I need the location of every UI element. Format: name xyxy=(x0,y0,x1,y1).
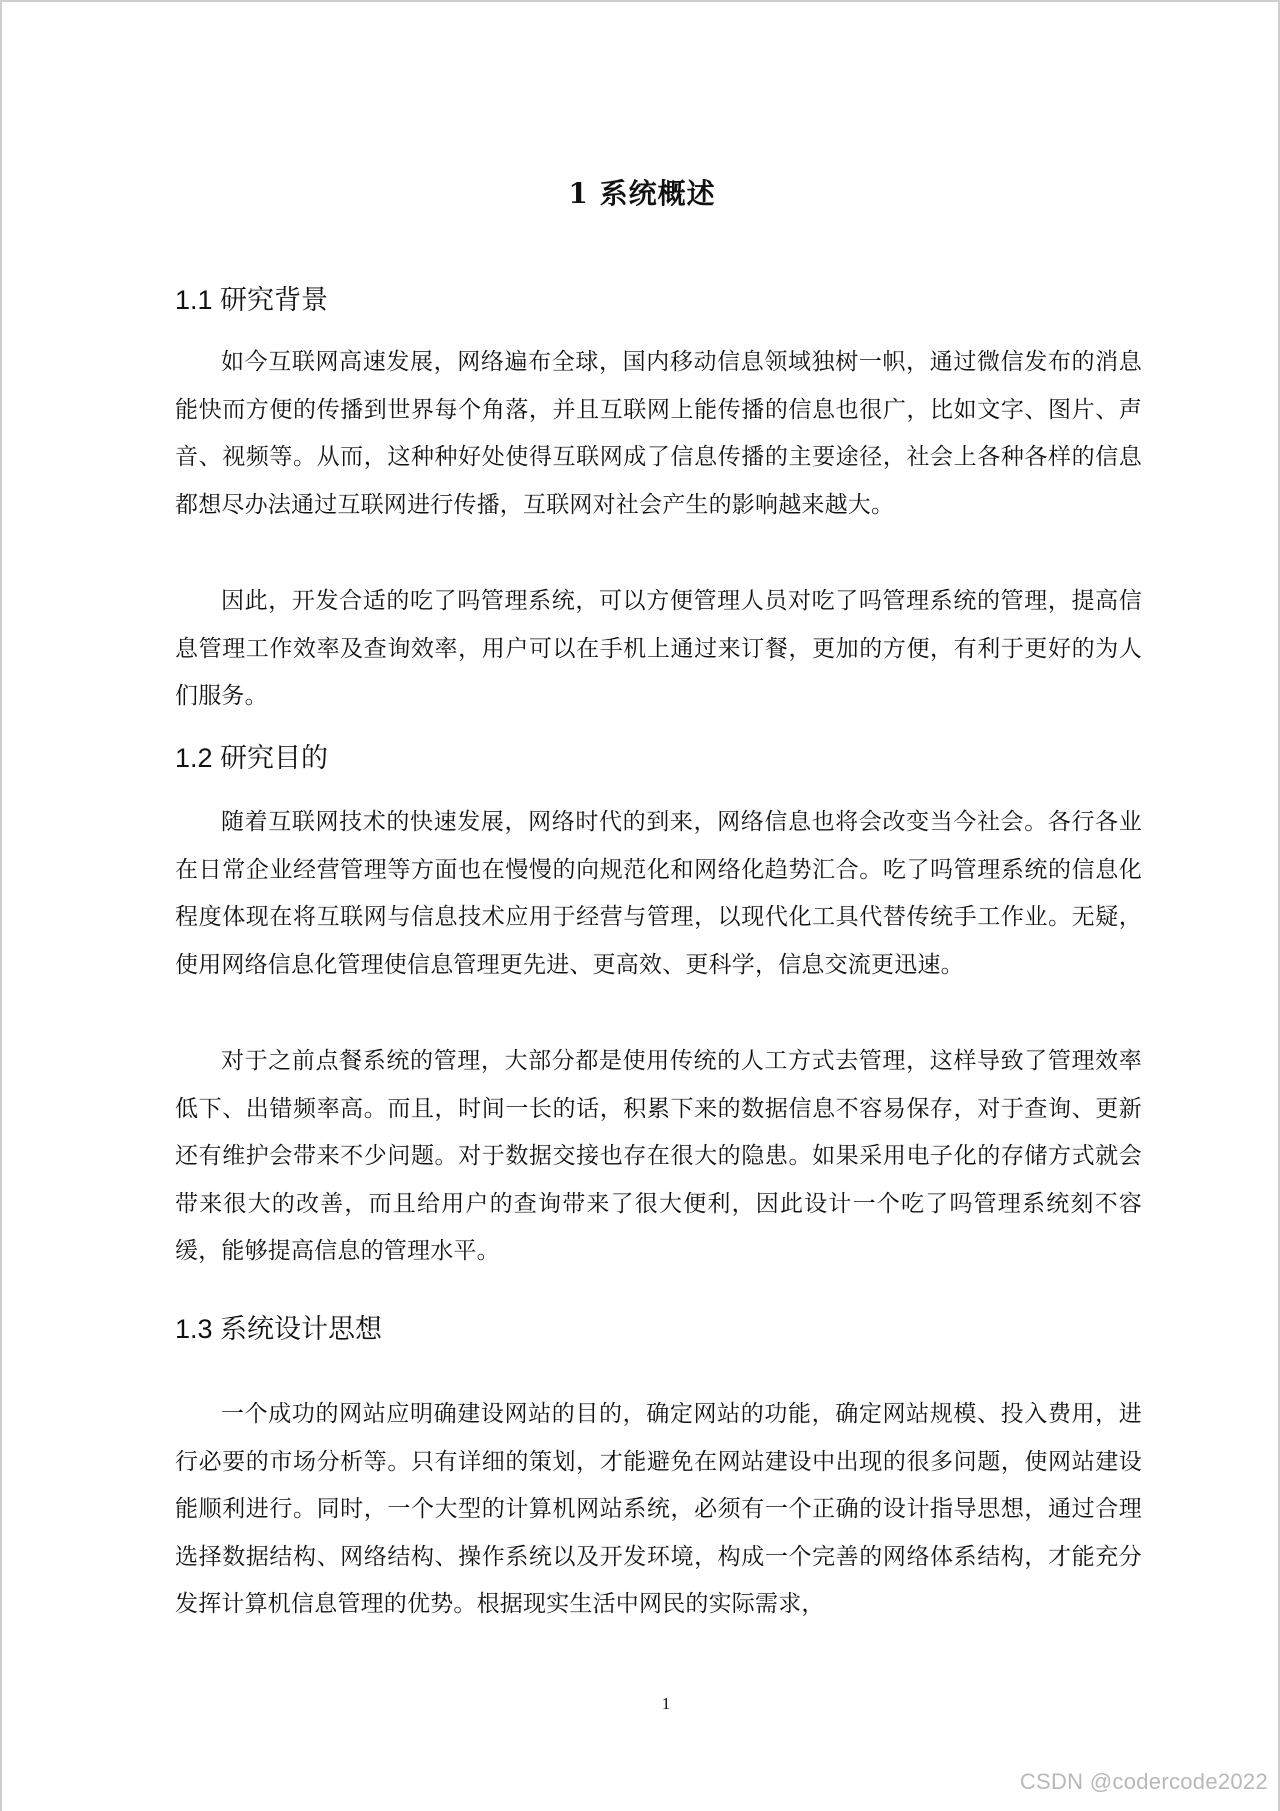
paragraph-1-2-b: 对于之前点餐系统的管理，大部分都是使用传统的人工方式去管理，这样导致了管理效率低下、出错频率高。而且，时间一长的话，积累下来的数据信息不容易保存，对于查询、更新还有维护会带来不少问题。对于数据交接也存在很大的隐患。如果采用电子化的存储方式就会带来很大的改善，而且给用户的查询带来了很大便利，因此设计一个吃了吗管理系统刻不容缓，能够提高信息的管理水平。 xyxy=(175,1048,1142,1264)
page-number: 1 xyxy=(661,1694,671,1713)
section-heading-1-2: 1.2 研究目的 xyxy=(175,743,329,773)
paragraph-1-1-b: 因此，开发合适的吃了吗管理系统，可以方便管理人员对吃了吗管理系统的管理，提高信息管理工作效率及查询效率，用户可以在手机上通过来订餐，更加的方便，有利于更好的为人们服务。 xyxy=(175,588,1142,709)
chapter-title: 1 系统概述 xyxy=(568,177,716,210)
watermark: CSDN @codercode2022 xyxy=(1019,1769,1268,1794)
paragraph-1-3-a: 一个成功的网站应明确建设网站的目的，确定网站的功能，确定网站规模、投入费用，进行必要的市场分析等。只有详细的策划，才能避免在网站建设中出现的很多问题，使网站建设能顺利进行。同时，一个大型的计算机网站系统，必须有一个正确的设计指导思想，通过合理选择数据结构、网络结构、操作系统以及开发环境，构成一个完善的网络体系结构，才能充分发挥计算机信息管理的优势。根据现实生活中网民的实际需求， xyxy=(175,1401,1142,1617)
paragraph-1-2-a: 随着互联网技术的快速发展，网络时代的到来，网络信息也将会改变当今社会。各行各业在日常企业经营管理等方面也在慢慢的向规范化和网络化趋势汇合。吃了吗管理系统的信息化程度体现在将互联网与信息技术应用于经营与管理，以现代化工具代替传统手工作业。无疑，使用网络信息化管理使信息管理更先进、更高效、更科学，信息交流更迅速。 xyxy=(175,809,1142,978)
paragraph-1-1-a: 如今互联网高速发展，网络遍布全球，国内移动信息领域独树一帜，通过微信发布的消息能快而方便的传播到世界每个角落，并且互联网上能传播的信息也很广，比如文字、图片、声音、视频等。从而，这种种好处使得互联网成了信息传播的主要途径，社会上各种各样的信息都想尽办法通过互联网进行传播，互联网对社会产生的影响越来越大。 xyxy=(175,349,1142,518)
section-heading-1-3: 1.3 系统设计思想 xyxy=(175,1314,383,1344)
section-heading-1-1: 1.1 研究背景 xyxy=(175,285,329,315)
